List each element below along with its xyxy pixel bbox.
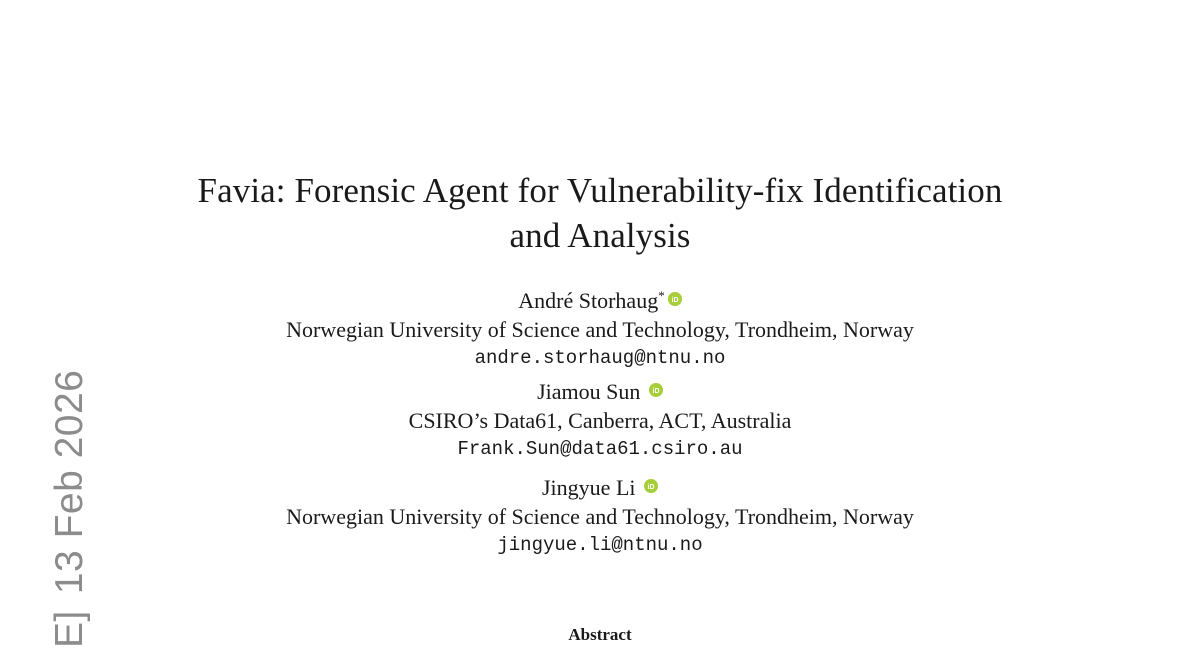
svg-text:iD: iD xyxy=(647,484,655,491)
title-line-2: and Analysis xyxy=(509,216,691,255)
paper-title xyxy=(0,168,1200,258)
author-block-2 xyxy=(0,377,1200,464)
author-name-line xyxy=(0,473,1200,502)
orcid-icon[interactable] xyxy=(649,383,663,397)
author-email[interactable]: jingyue.li@ntnu.no xyxy=(497,534,703,556)
author-name-line xyxy=(0,281,1200,315)
arxiv-side-stamp xyxy=(50,370,90,648)
author-name-line xyxy=(0,377,1200,406)
orcid-icon[interactable] xyxy=(644,479,658,493)
author-block-3 xyxy=(0,473,1200,560)
abstract-heading: Abstract xyxy=(568,625,632,644)
author-email[interactable]: Frank.Sun@data61.csiro.au xyxy=(457,438,743,460)
author-email[interactable]: andre.storhaug@ntnu.no xyxy=(474,347,726,369)
svg-text:iD: iD xyxy=(671,297,679,304)
orcid-icon[interactable] xyxy=(668,292,682,306)
title-line-1: Favia: Forensic Agent for Vulnerability-fix Identification xyxy=(197,171,1003,210)
author-affiliation: Norwegian University of Science and Technology, Trondheim, Norway xyxy=(286,504,914,529)
author-affiliation: CSIRO’s Data61, Canberra, ACT, Australia xyxy=(408,408,792,433)
author-name: André Storhaug xyxy=(518,288,659,313)
side-stamp-date: 13 Feb 2026 xyxy=(48,369,91,595)
svg-text:iD: iD xyxy=(652,388,660,395)
author-name: Jiamou Sun xyxy=(537,379,641,404)
author-block-1 xyxy=(0,281,1200,373)
corresponding-author-mark: * xyxy=(658,288,665,303)
side-stamp-bracket: E] xyxy=(48,610,91,648)
author-name: Jingyue Li xyxy=(542,475,636,500)
author-affiliation: Norwegian University of Science and Technology, Trondheim, Norway xyxy=(286,317,914,342)
